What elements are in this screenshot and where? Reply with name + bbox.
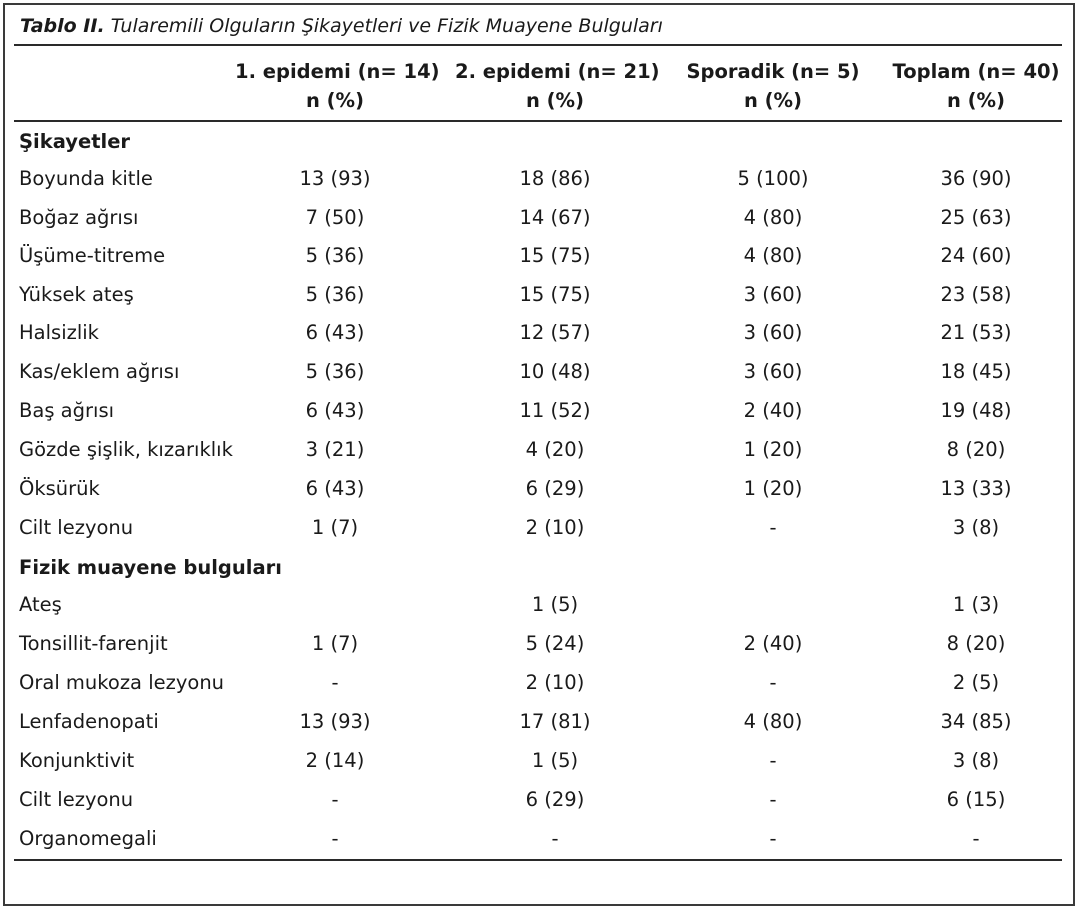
cell: 2 (5) — [952, 671, 1000, 694]
column-header-unit: n (%) — [743, 89, 803, 112]
column-header-unit: n (%) — [946, 89, 1006, 112]
cell: 13 (93) — [299, 167, 371, 190]
row-label: Cilt lezyonu — [19, 516, 134, 539]
cell: 13 (93) — [299, 710, 371, 733]
row-label: Gözde şişlik, kızarıklık — [19, 438, 233, 461]
cell: 3 (8) — [952, 516, 1000, 539]
row-label: Cilt lezyonu — [19, 788, 134, 811]
cell: - — [972, 827, 980, 850]
cell: - — [769, 749, 777, 772]
table-row — [0, 474, 1082, 504]
cell: 6 (43) — [305, 477, 365, 500]
row-label: Boğaz ağrısı — [19, 206, 139, 229]
cell: 17 (81) — [519, 710, 591, 733]
row-label: Ateş — [19, 593, 62, 616]
cell: 4 (80) — [743, 710, 803, 733]
cell: - — [331, 788, 339, 811]
row-label: Yüksek ateş — [19, 283, 134, 306]
column-header-name: Toplam (n= 40) — [892, 60, 1060, 83]
table-row — [0, 629, 1082, 659]
column-header-unit: n (%) — [305, 89, 365, 112]
table-row — [0, 824, 1082, 854]
row-label: Kas/eklem ağrısı — [19, 360, 180, 383]
cell: 5 (100) — [737, 167, 809, 190]
column-header-3 — [673, 57, 873, 115]
column-header-unit: n (%) — [525, 89, 585, 112]
cell: 3 (8) — [952, 749, 1000, 772]
cell: 23 (58) — [940, 283, 1012, 306]
caption-label: Tablo II. — [20, 15, 105, 37]
row-label: Oral mukoza lezyonu — [19, 671, 225, 694]
cell: 34 (85) — [940, 710, 1012, 733]
row-label: Baş ağrısı — [19, 399, 115, 422]
cell: 3 (60) — [743, 321, 803, 344]
rule-bottom — [14, 859, 1062, 861]
cell: 8 (20) — [946, 438, 1006, 461]
table-row — [0, 435, 1082, 465]
cell: 6 (43) — [305, 399, 365, 422]
cell: 2 (40) — [743, 632, 803, 655]
cell: - — [331, 671, 339, 694]
table-row — [0, 203, 1082, 233]
table-row — [0, 785, 1082, 815]
column-header-name: 1. epidemi (n= 14) — [235, 60, 440, 83]
cell: 1 (20) — [743, 438, 803, 461]
row-label: Konjunktivit — [19, 749, 135, 772]
cell: 1 (20) — [743, 477, 803, 500]
cell: 4 (80) — [743, 206, 803, 229]
cell: 5 (24) — [525, 632, 585, 655]
cell: 21 (53) — [940, 321, 1012, 344]
table-row — [0, 746, 1082, 776]
row-label: Halsizlik — [19, 321, 99, 344]
cell: - — [769, 788, 777, 811]
cell: 14 (67) — [519, 206, 591, 229]
row-label: Tonsillit-farenjit — [19, 632, 168, 655]
cell: 6 (29) — [525, 788, 585, 811]
cell: 18 (86) — [519, 167, 591, 190]
cell: 1 (7) — [311, 632, 359, 655]
cell: 18 (45) — [940, 360, 1012, 383]
cell: 2 (40) — [743, 399, 803, 422]
table-row — [0, 513, 1082, 543]
cell: 1 (5) — [531, 749, 579, 772]
column-header-2 — [455, 57, 660, 115]
cell: 2 (10) — [525, 671, 585, 694]
cell: 5 (36) — [305, 283, 365, 306]
cell: 6 (15) — [946, 788, 1006, 811]
cell: 3 (60) — [743, 283, 803, 306]
table-row — [0, 396, 1082, 426]
row-label: Lenfadenopati — [19, 710, 159, 733]
table-row — [0, 318, 1082, 348]
section-heading-complaints: Şikayetler — [19, 130, 131, 153]
cell: 1 (5) — [531, 593, 579, 616]
cell: 1 (7) — [311, 516, 359, 539]
cell: 5 (36) — [305, 360, 365, 383]
table-row — [0, 668, 1082, 698]
cell: 7 (50) — [305, 206, 365, 229]
cell: 15 (75) — [519, 244, 591, 267]
cell: 5 (36) — [305, 244, 365, 267]
column-header-name: Sporadik (n= 5) — [686, 60, 860, 83]
column-header-name: 2. epidemi (n= 21) — [455, 60, 660, 83]
cell: 11 (52) — [519, 399, 591, 422]
cell: 13 (33) — [940, 477, 1012, 500]
cell: - — [769, 516, 777, 539]
rule-header — [14, 120, 1062, 122]
row-label: Üşüme-titreme — [19, 244, 166, 267]
cell: 6 (43) — [305, 321, 365, 344]
cell: 25 (63) — [940, 206, 1012, 229]
cell: 36 (90) — [940, 167, 1012, 190]
cell: 3 (21) — [305, 438, 365, 461]
table-row — [0, 164, 1082, 194]
column-header-4 — [876, 57, 1076, 115]
table-caption — [20, 15, 663, 37]
cell: 2 (14) — [305, 749, 365, 772]
rule-top — [14, 44, 1062, 46]
cell: - — [769, 827, 777, 850]
cell: 12 (57) — [519, 321, 591, 344]
table-row — [0, 590, 1082, 620]
cell: - — [769, 671, 777, 694]
cell: - — [331, 827, 339, 850]
table-row — [0, 707, 1082, 737]
cell: 15 (75) — [519, 283, 591, 306]
table-row — [0, 357, 1082, 387]
cell: 6 (29) — [525, 477, 585, 500]
cell: 19 (48) — [940, 399, 1012, 422]
cell: 3 (60) — [743, 360, 803, 383]
cell: 4 (20) — [525, 438, 585, 461]
cell: 8 (20) — [946, 632, 1006, 655]
row-label: Öksürük — [19, 477, 100, 500]
cell: 10 (48) — [519, 360, 591, 383]
table-row — [0, 280, 1082, 310]
row-label: Organomegali — [19, 827, 157, 850]
row-label: Boyunda kitle — [19, 167, 153, 190]
section-heading-physical-exam: Fizik muayene bulguları — [19, 556, 282, 579]
column-header-1 — [235, 57, 440, 115]
cell: 4 (80) — [743, 244, 803, 267]
caption-title: Tularemili Olguların Şikayetleri ve Fizik Muayene Bulguları — [110, 15, 663, 37]
cell: 24 (60) — [940, 244, 1012, 267]
cell: - — [551, 827, 559, 850]
cell: 1 (3) — [952, 593, 1000, 616]
table-row — [0, 241, 1082, 271]
cell: 2 (10) — [525, 516, 585, 539]
